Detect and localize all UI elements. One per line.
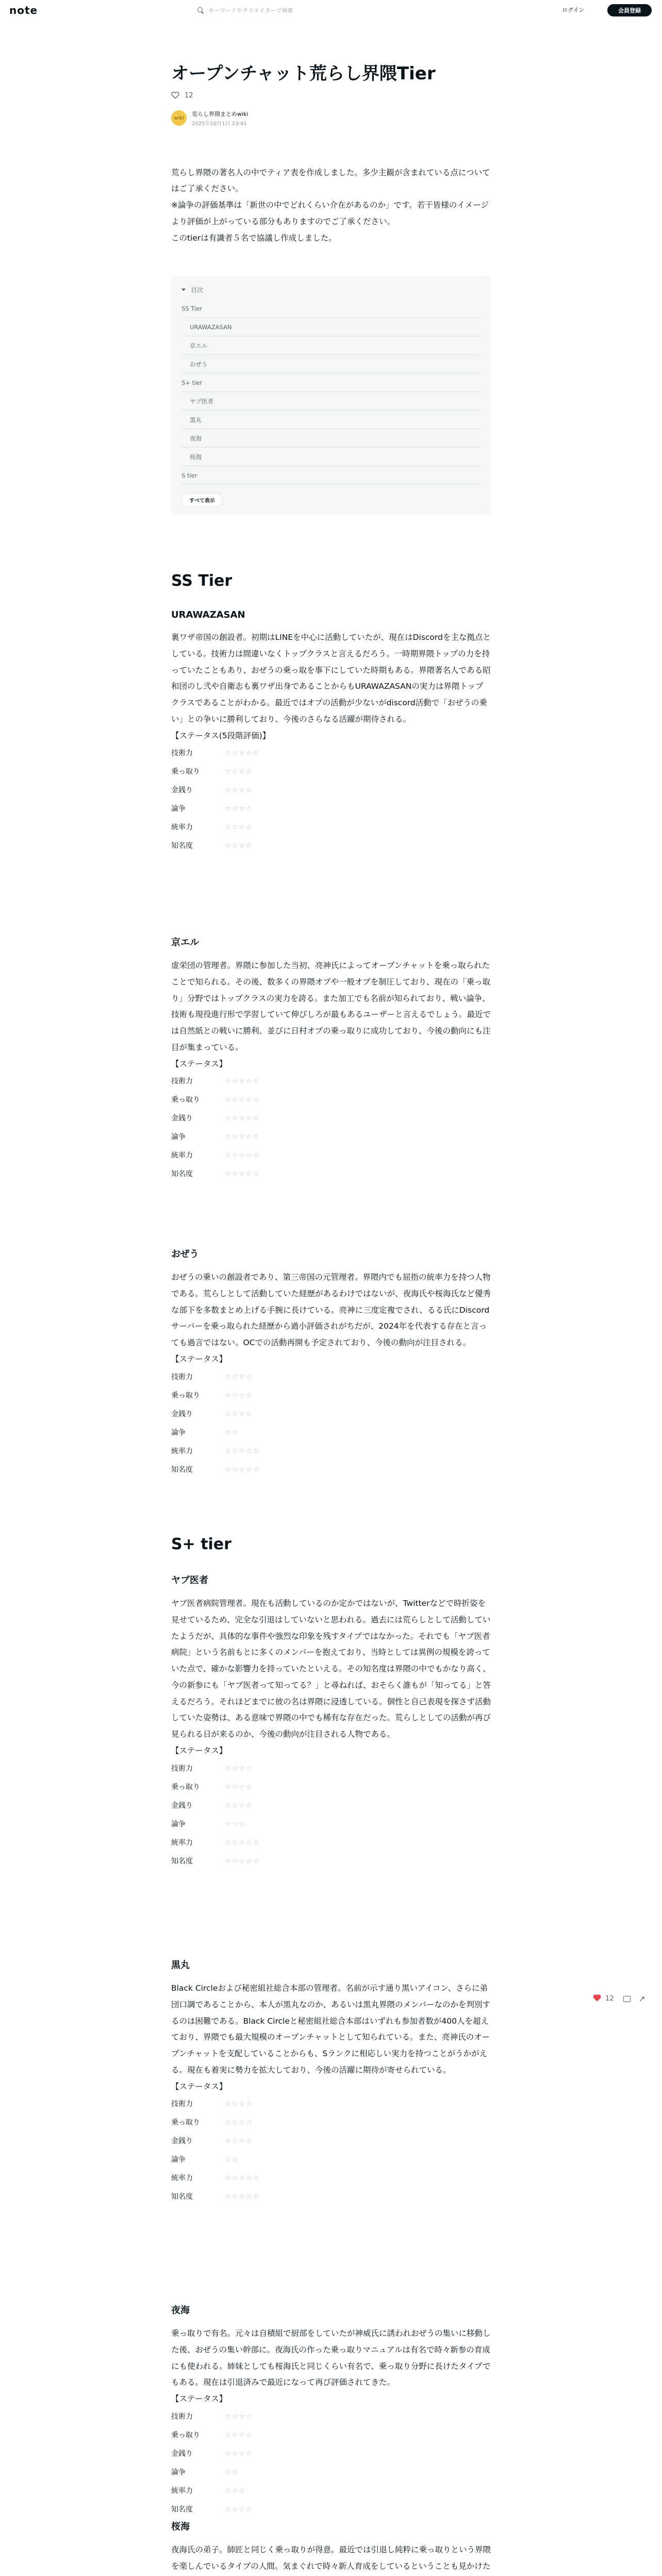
stat-label: 技術力	[171, 1764, 193, 1773]
stat-stars: ☆☆☆☆	[225, 2505, 253, 2514]
stat-list	[171, 744, 491, 855]
stat-stars: ☆☆	[225, 1428, 239, 1437]
stat-row	[171, 762, 491, 781]
stat-label: 統率力	[171, 1151, 193, 1160]
entry-heading: 黒丸	[171, 1960, 190, 1971]
toc-item[interactable]: 京エル	[181, 336, 482, 355]
stat-row	[171, 1146, 491, 1165]
stat-stars: ☆☆☆☆	[225, 2449, 253, 2458]
author-name[interactable]: 荒らし界隈まとめwiki	[192, 110, 249, 117]
stat-label: 金銭り	[171, 1114, 193, 1123]
entry	[171, 609, 491, 855]
stat-row	[171, 1368, 491, 1386]
stat-row	[171, 1165, 491, 1183]
stat-row	[171, 2132, 491, 2150]
stat-row	[171, 2500, 491, 2519]
stat-stars: ☆☆☆☆	[225, 805, 253, 814]
chevron-down-icon	[181, 289, 186, 291]
like-count: 12	[185, 91, 193, 99]
stat-label: 金銭り	[171, 1410, 193, 1418]
stat-stars: ☆☆☆	[225, 2486, 246, 2495]
stat-stars: ☆☆☆☆	[225, 2412, 253, 2421]
stat-row	[171, 837, 491, 855]
stat-heading: 【ステータス】	[171, 1354, 227, 1364]
stat-row	[171, 2113, 491, 2132]
stat-row	[171, 818, 491, 837]
entry-heading: URAWAZASAN	[171, 609, 245, 620]
stat-row	[171, 1759, 491, 1778]
stat-heading: 【ステータス(5段階評価)】	[171, 731, 271, 740]
stat-row	[171, 1109, 491, 1128]
stat-row	[171, 2463, 491, 2482]
stat-stars: ☆☆☆☆	[225, 842, 253, 851]
stat-row	[171, 1461, 491, 1479]
stat-label: 乗っ取り	[171, 768, 200, 776]
stat-label: 統率力	[171, 2486, 193, 2495]
stat-label: 技術力	[171, 1372, 193, 1381]
stat-list	[171, 1759, 491, 1871]
stat-label: 論争	[171, 2156, 186, 2164]
stat-heading: 【ステータス】	[171, 2394, 227, 2404]
avatar[interactable]	[171, 110, 187, 126]
stat-label: 知名度	[171, 842, 193, 851]
stat-label: 知名度	[171, 1857, 193, 1866]
stat-label: 知名度	[171, 2505, 193, 2514]
stat-label: 論争	[171, 1820, 186, 1828]
stat-row	[171, 744, 491, 762]
toc-item[interactable]: S+ tier	[181, 374, 482, 392]
intro-paragraph: ※論争の評価基準は「新世の中でどれくらい介在があるのか」です。若干皆様のイメージより評価が上がっている部分もありますのでご了承ください。	[171, 200, 489, 226]
stat-row	[171, 1405, 491, 1423]
stat-stars: ☆☆☆☆☆	[225, 1447, 260, 1455]
avatar-text: wiki	[174, 115, 184, 121]
stat-label: 金銭り	[171, 786, 193, 795]
stat-stars: ☆☆☆☆	[225, 1764, 253, 1773]
search-placeholder[interactable]: キーワードやクリエイターで検索	[208, 7, 293, 14]
stat-heading: 【ステータス】	[171, 1745, 227, 1755]
toc-item[interactable]: ヤブ医者	[181, 392, 482, 411]
stat-stars: ☆☆☆☆	[225, 2119, 253, 2127]
stat-label: 乗っ取り	[171, 1783, 200, 1791]
stat-label: 統率力	[171, 2174, 193, 2183]
stat-stars: ☆☆☆☆	[225, 2137, 253, 2146]
stat-stars: ☆☆☆☆☆	[225, 1151, 260, 1160]
entry-body: ヤブ医者病院管理者。現在も活動しているのか定かではないが、Twitterなどで時折姿を見せているため、完全な引退はしていないと思われる。過去には荒らしとして活動していたようだが、具体的な事件や強烈な印象を残すタイプではなかった。それでも「ヤブ医者病院」という名前もとに多くのメンバーを抱えており、当時としては異例の規模を誇っていた点で、確かな影響力を持っていたといえる。その知名度は界隈の中でもかなり高く、今の新参にも「ヤブ医者って知ってる？」と尋ねれば、おそらく誰もが「知ってる」と答えるだろう。それほどまでに彼の名は界隈に浸透している。個性と自己表現を探さず活動していた姿勢は、ある意味で界隈の中でも稀有な存在だった。荒らしとしての活動が再び見られる日が来るのか、今後の動向が注目される人物である。	[171, 1599, 491, 1739]
stat-row	[171, 1386, 491, 1405]
stat-label: 統率力	[171, 823, 193, 832]
stat-row	[171, 2169, 491, 2188]
entry-body: 裏ワザ帝国の創設者。初期はLINEを中心に活動していたが、現在はDiscordを主な拠点としている。技術力は間違いなくトップクラスと言えるだろう。一時期界隈トップの力を持っていたこともあり、おぜうの乗っ取を事下にしていた時期もある。界隈著名人である昭和団のし弐や自衛志も裏ワザ出身であることからもURAWAZASANの実力は界隈トップクラスであることがわかる。最近ではオプの活動が少ないがdiscord活動で「おぜうの乗い」との争いに勝利しており、今後のさらなる活躍が期待される。	[171, 633, 491, 724]
tier-heading: S+ tier	[171, 1535, 231, 1553]
stat-stars: ☆☆☆	[225, 1820, 246, 1828]
table-of-contents	[171, 276, 491, 515]
entry-heading: おぜう	[171, 1249, 199, 1260]
intro-paragraph: このtierは有識者５名で協議し作成しました。	[171, 233, 337, 243]
entry-heading: 京エル	[171, 937, 199, 948]
toc-item[interactable]: SS Tier	[181, 299, 482, 318]
stat-stars: ☆☆☆☆☆	[225, 1465, 260, 1474]
stat-label: 統率力	[171, 1838, 193, 1847]
tier-section	[171, 1535, 491, 1871]
stat-label: 論争	[171, 1133, 186, 1142]
comment-icon[interactable]	[623, 1996, 631, 2002]
stat-row	[171, 2095, 491, 2113]
toc-item[interactable]: URAWAZASAN	[181, 318, 482, 336]
signup-button[interactable]: 会員登録	[607, 4, 652, 16]
stat-label: 金銭り	[171, 2137, 193, 2146]
stat-list	[171, 2408, 491, 2519]
stat-row	[171, 1091, 491, 1109]
stat-label: 知名度	[171, 1170, 193, 1179]
stat-stars: ☆☆☆☆	[225, 2431, 253, 2439]
article-title: オープンチャット荒らし界隈Tier	[171, 63, 436, 84]
stat-label: 乗っ取り	[171, 2431, 200, 2439]
entry-heading: ヤブ医者	[171, 1575, 208, 1586]
toc-item[interactable]: 桜海	[181, 448, 482, 466]
stat-label: 技術力	[171, 1077, 193, 1086]
stat-row	[171, 2482, 491, 2500]
stat-stars: ☆☆☆☆☆	[225, 1838, 260, 1847]
toc-item[interactable]: 夜海	[181, 429, 482, 448]
toc-item[interactable]: 黒丸	[181, 411, 482, 429]
stat-stars: ☆☆☆☆	[225, 1783, 253, 1791]
stat-row	[171, 781, 491, 800]
stat-label: 知名度	[171, 2193, 193, 2201]
stat-label: 乗っ取り	[171, 2119, 200, 2127]
entry-heading: 桜海	[171, 2521, 190, 2532]
stat-row	[171, 2445, 491, 2463]
stat-label: 技術力	[171, 2100, 193, 2109]
entry-body: 乗っ取りで有名。元々は自積組で厨部をしていたが神威氏に誘われおぜうの集いに移動した後、おぜうの集い幹部に。夜海氏の作った乗っ取りマニュアルは有名で時々新参の育成にも使われる。姉妹としても桜海氏と同じくらい有名で、乗っ取り分野に長けたタイプでもある。現在は引退済みで最近になって再び評価されてきた。	[171, 2329, 491, 2387]
toc-heading[interactable]	[181, 285, 482, 294]
stat-row	[171, 2188, 491, 2206]
stat-stars: ☆☆☆☆☆	[225, 749, 260, 758]
like-row	[171, 92, 491, 99]
publish-date: 2025年10月1日 23:41	[192, 121, 247, 127]
article-header	[171, 62, 491, 515]
entry-body: 虚栄団の管理者。界隈に参加した当初、亮神氏によってオープンチャットを乗っ取られたことで知られる。その後、数多くの界隈オプや一般オプを制圧しており、現在の「乗っ取り」分野ではトップクラスの実力を誇る。また加工でも名前が知られており、戦い論争、技術も現役進行形で学習していて伸びしろが最もあるユーザーと言えるでしょう。最近では自然紙との戦いに勝利、並びに日村オプの乗っ取りに成功しており、今後の動向にも注目が集まっている。	[171, 961, 491, 1052]
stat-label: 論争	[171, 805, 186, 814]
stat-stars: ☆☆☆☆	[225, 1801, 253, 1810]
author-row[interactable]	[171, 110, 491, 127]
stat-label: 論争	[171, 1428, 186, 1437]
heart-icon[interactable]	[171, 92, 179, 99]
tier-heading: SS Tier	[171, 572, 233, 590]
stat-row	[171, 1778, 491, 1797]
floating-actions	[593, 1994, 646, 2004]
heart-icon[interactable]	[593, 1994, 601, 2004]
article-intro	[171, 165, 491, 247]
stat-row	[171, 1797, 491, 1815]
entry	[171, 1247, 491, 1479]
stat-row	[171, 2408, 491, 2426]
stat-row	[171, 1442, 491, 1461]
toc-item[interactable]: おぜう	[181, 355, 482, 374]
site-header	[0, 0, 662, 21]
stat-list	[171, 1072, 491, 1183]
stat-heading: 【ステータス】	[171, 2081, 227, 2091]
stat-row	[171, 1834, 491, 1852]
stat-stars: ☆☆☆☆☆	[225, 1077, 260, 1086]
share-icon[interactable]: ↗	[638, 1994, 646, 2004]
stat-stars: ☆☆☆☆☆	[225, 2174, 260, 2183]
stat-row	[171, 1423, 491, 1442]
stat-label: 知名度	[171, 1465, 193, 1474]
search-bar[interactable]	[197, 5, 383, 16]
entry-body: 夜海氏の弟子。師匠と同じく乗っ取りが得意。最近では引退し純粋に乗っ取りという界隈を楽しんでいるタイプの人間。気まぐれで時々新人育成をしているということも見かけた	[171, 2545, 491, 2571]
stat-label: 統率力	[171, 1447, 193, 1455]
stat-stars: ☆☆☆☆☆	[225, 1096, 260, 1105]
stat-label: 乗っ取り	[171, 1391, 200, 1400]
entry	[171, 1958, 491, 2206]
stat-stars: ☆☆☆☆	[225, 1410, 253, 1418]
entry-body: おぜうの乗いの創設者であり、第三帝国の元管理者。界隈内でも屈指の統率力を持つ人物である。荒らしとして活動していた経歴があるわけではないが、夜海氏や桜海氏など優秀な部下を多数まとめ上げる手腕に長けている。亮神に三度定複でされ、るる氏にDiscordサーバーを乗っ取られた経歴から過小評価されがちだが、2024年を代表する存在と言っても過言ではない。OCでの活動再開も予定されており、今後の動向が注目される。	[171, 1273, 491, 1348]
note-logo[interactable]: note	[9, 4, 38, 16]
stat-row	[171, 1815, 491, 1834]
toc-item[interactable]: S tier	[181, 466, 482, 485]
stat-label: 技術力	[171, 2412, 193, 2421]
stat-label: 金銭り	[171, 2449, 193, 2458]
stat-stars: ☆☆☆☆☆	[225, 2193, 260, 2201]
entry	[171, 935, 491, 1183]
stat-label: 金銭り	[171, 1801, 193, 1810]
stat-stars: ☆☆☆☆☆	[225, 1170, 260, 1179]
stat-row	[171, 1072, 491, 1091]
entry	[171, 2519, 491, 2576]
stat-stars: ☆☆☆☆	[225, 2100, 253, 2109]
stat-stars: ☆☆☆☆☆	[225, 1114, 260, 1123]
stat-list	[171, 1368, 491, 1479]
stat-stars: ☆☆	[225, 2468, 239, 2477]
search-icon	[197, 7, 204, 14]
stat-list	[171, 2095, 491, 2206]
stat-row	[171, 1128, 491, 1146]
stat-stars: ☆☆☆☆	[225, 823, 253, 832]
stat-row	[171, 2150, 491, 2169]
intro-paragraph: 荒らし界隈の著名人の中でティア表を作成しました。多少主観が含まれている点についてはご了承ください。	[171, 167, 490, 194]
entry-body: Black Circleおよび秘密組社総合本部の管理者。名前が示す通り黒いアイコン、さらに弟団口調であることから、本人が黒丸なのか、あるいは黒丸界隈のメンバーなのかを判別するのは困難である。Black Circleと秘密組社総合本部はいずれも参加者数が400人を超えており、界隈でも最大規模のオープンチャットとして知られている。また、亮神氏のオープンチャットを支配していることからも、Sランクに相応しい実力を持つことがうかがえる。現在も着実に勢力を拡大しており、今後の活躍に期待が寄せられている。	[171, 1984, 490, 2075]
stat-stars: ☆☆☆☆	[225, 786, 253, 795]
stat-stars: ☆☆	[225, 2156, 239, 2164]
stat-stars: ☆☆☆☆	[225, 768, 253, 776]
toc-heading-label: 目次	[191, 286, 204, 294]
stat-label: 乗っ取り	[171, 1096, 200, 1105]
login-link[interactable]: ログイン	[562, 7, 585, 13]
tier-section	[171, 572, 491, 855]
toc-show-all-button[interactable]: すべて表示	[181, 493, 223, 507]
stat-row	[171, 2426, 491, 2445]
stat-row	[171, 1852, 491, 1871]
stat-stars: ☆☆☆☆☆	[225, 1857, 260, 1866]
stat-label: 技術力	[171, 749, 193, 758]
entry	[171, 2303, 491, 2519]
entry	[171, 1573, 491, 1871]
stat-stars: ☆☆☆☆	[225, 1372, 253, 1381]
stat-label: 論争	[171, 2468, 186, 2477]
stat-stars: ☆☆☆☆	[225, 1391, 253, 1400]
entry-heading: 夜海	[171, 2305, 190, 2316]
stat-stars: ☆☆☆☆☆	[225, 1133, 260, 1142]
like-count: 12	[605, 1995, 614, 2003]
stat-row	[171, 800, 491, 818]
stat-heading: 【ステータス】	[171, 1059, 227, 1069]
